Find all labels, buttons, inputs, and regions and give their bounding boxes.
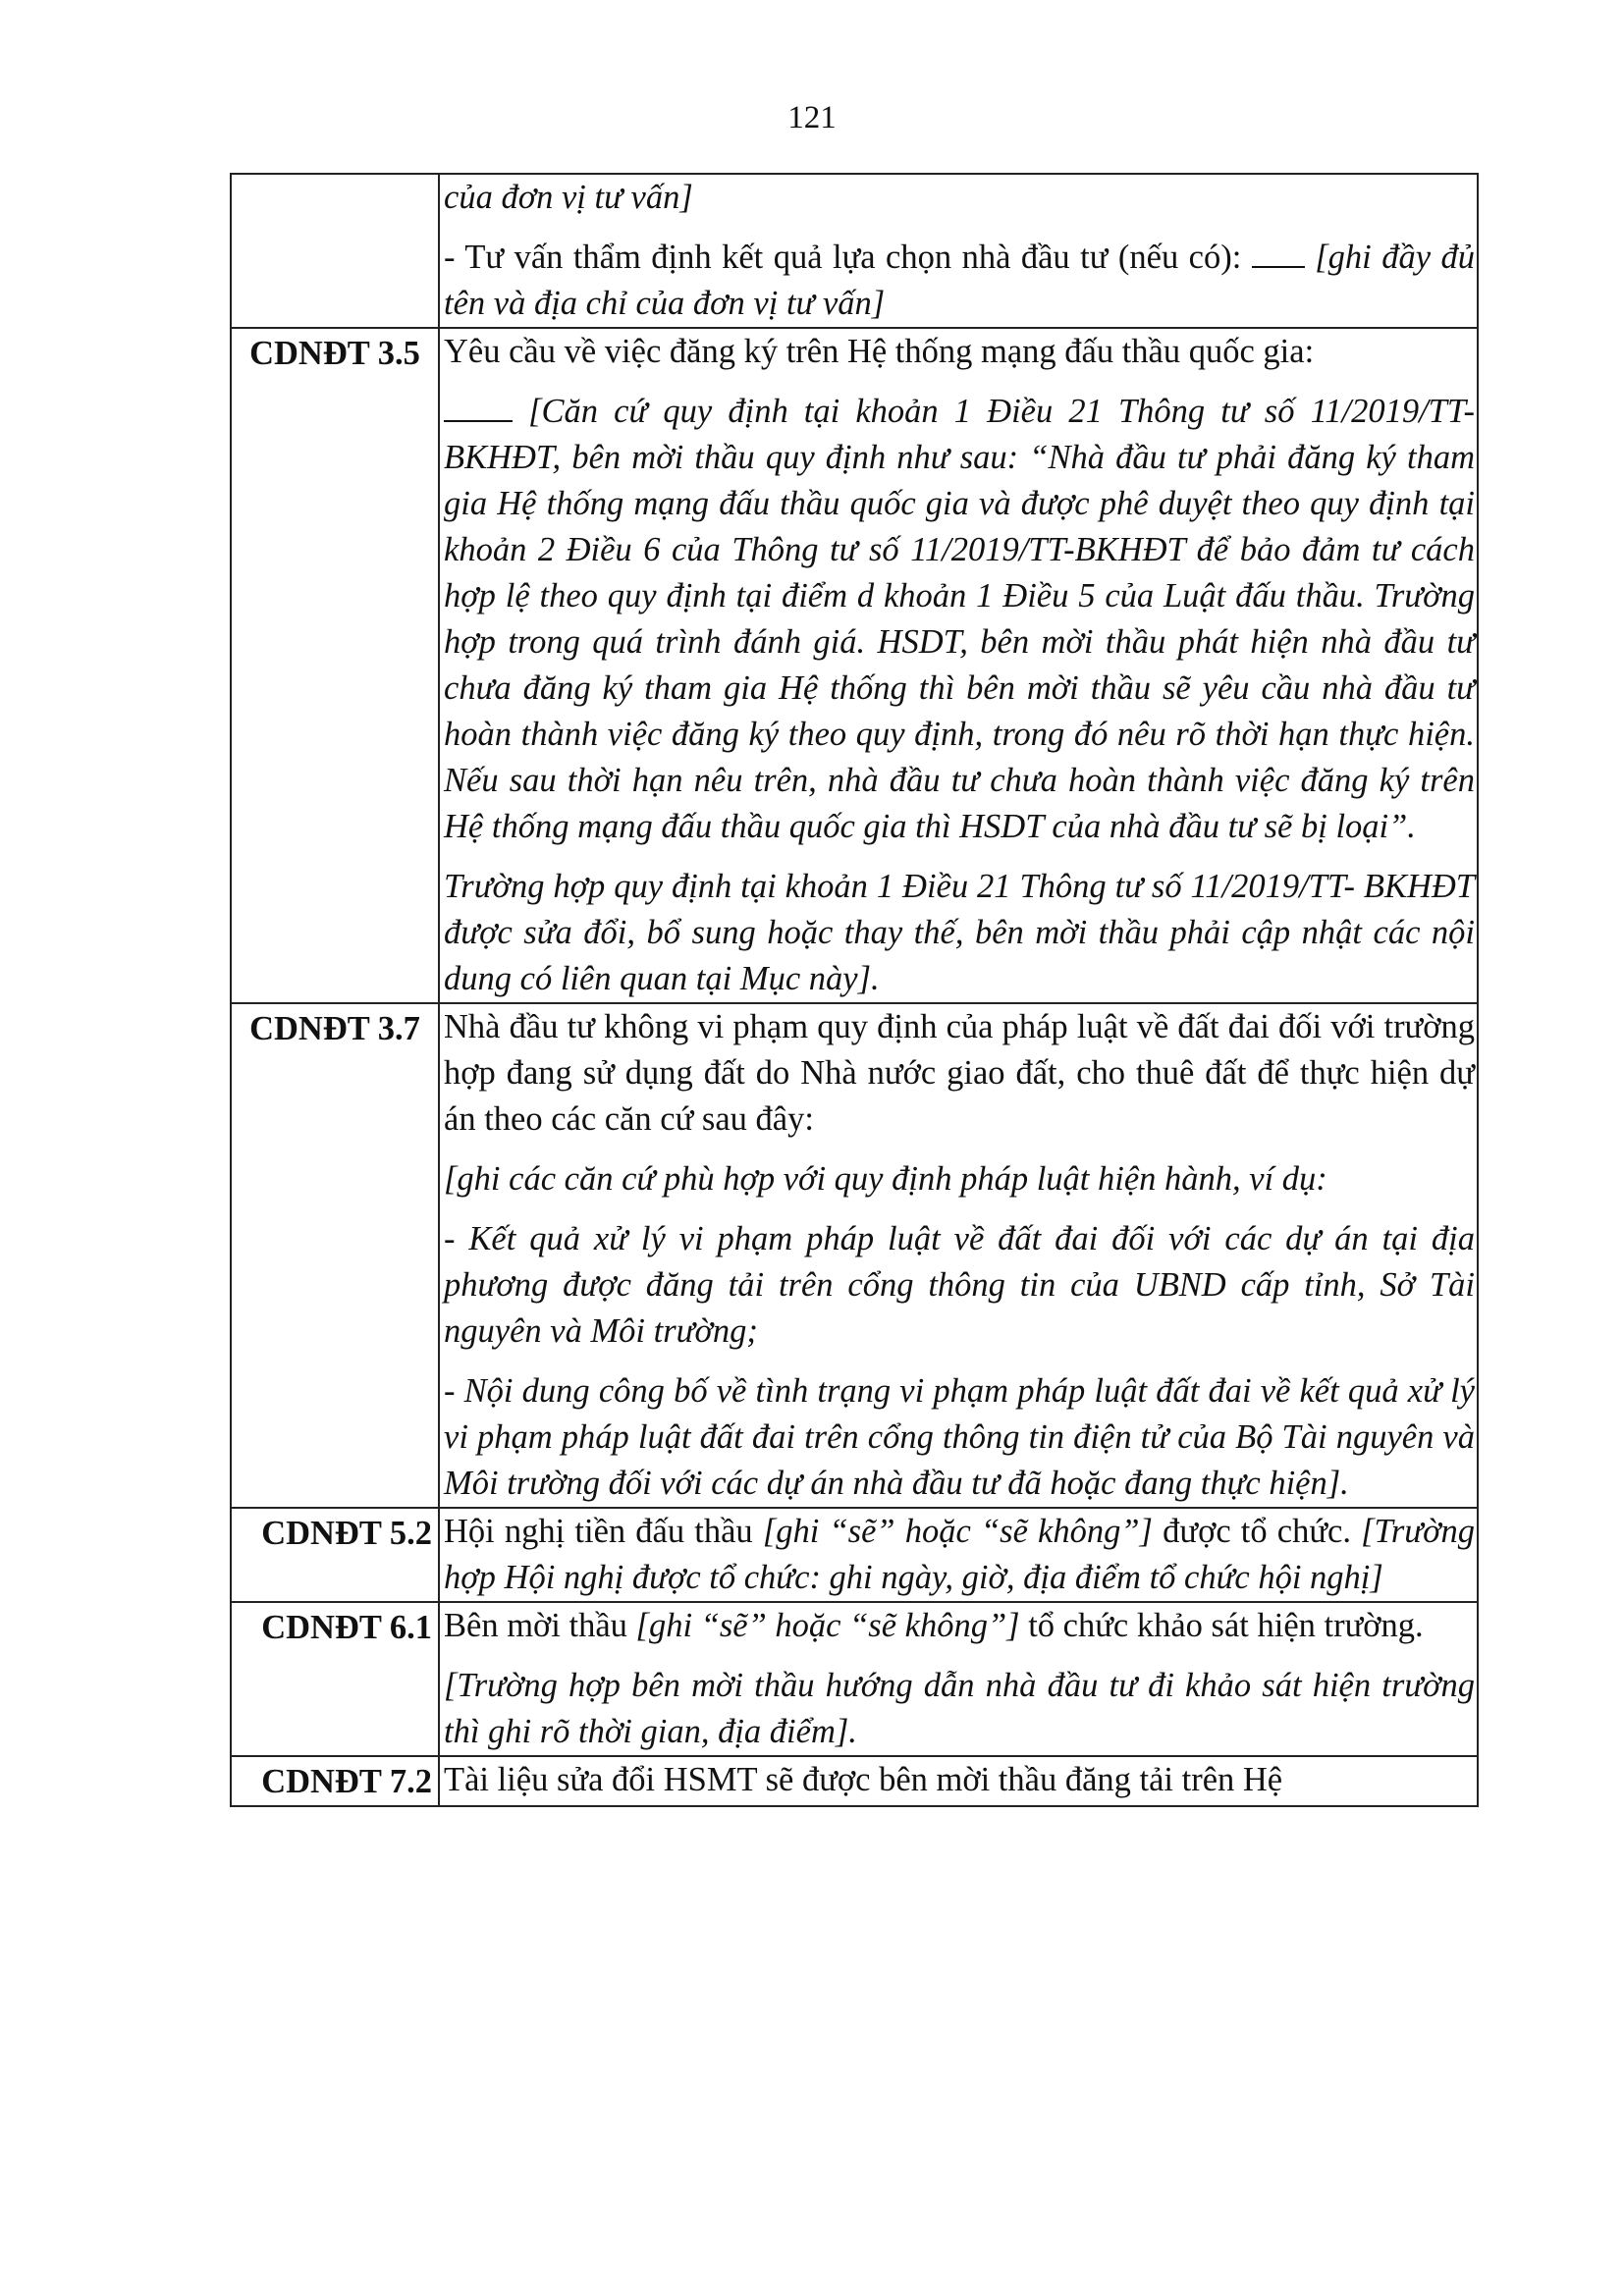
body-text: Bên mời thầu — [444, 1607, 636, 1644]
instruction-text: [Trường hợp Hội nghị được tổ chức: ghi ngày, giờ, địa điểm tổ chức hội nghị] — [444, 1513, 1475, 1596]
clause-content — [439, 1756, 1478, 1806]
instruction-text: [ghi các căn cứ phù hợp với quy định pháp luật hiện hành, ví dụ: — [444, 1160, 1327, 1198]
clause-label: CDNĐT 3.5 — [231, 328, 439, 1003]
clause-content — [439, 328, 1478, 1003]
clause-label: CDNĐT 5.2 — [231, 1508, 439, 1602]
paragraph — [444, 1004, 1475, 1143]
bid-data-sheet-table — [230, 173, 1479, 1807]
instruction-text: [Trường hợp bên mời thầu hướng dẫn nhà đầu tư đi khảo sát hiện trường thì ghi rõ thời gian, địa điểm]. — [444, 1667, 1475, 1750]
body-text: Tài liệu sửa đổi HSMT sẽ được bên mời thầu đăng tải trên Hệ — [444, 1761, 1283, 1798]
instruction-text: [ghi đầy đủ tên và địa chỉ của đơn vị tư vấn] — [444, 239, 1475, 322]
body-text: Nhà đầu tư không vi phạm quy định của pháp luật về đất đai đối với trường hợp đang sử dụng đất do Nhà nước giao đất, cho thuê đất để thực hiện dự án theo các căn cứ sau đây: — [444, 1008, 1475, 1138]
table-body — [231, 174, 1478, 1806]
clause-content — [439, 1508, 1478, 1602]
paragraph — [444, 1663, 1475, 1755]
paragraph — [444, 235, 1475, 327]
clause-label: CDNĐT 7.2 — [231, 1756, 439, 1806]
instruction-text: - Nội dung công bố về tình trạng vi phạm pháp luật đất đai về kết quả xử lý vi phạm pháp luật đất đai trên cổng thông tin điện tử của Bộ Tài nguyên và Môi trường đối với các dự án nhà đầu tư đã hoặc đang thực hiện]. — [444, 1372, 1475, 1502]
clause-content — [439, 1602, 1478, 1756]
paragraph — [444, 175, 1475, 221]
table-row — [231, 1756, 1478, 1806]
body-text: tổ chức khảo sát hiện trường. — [1019, 1607, 1424, 1644]
instruction-text: [Căn cứ quy định tại khoản 1 Điều 21 Thông tư số 11/2019/TT- BKHĐT, bên mời thầu quy định như sau: “Nhà đầu tư phải đăng ký tham gia Hệ thống mạng đấu thầu quốc gia và được phê duyệt theo quy định tại khoản 2 Điều 6 của Thông tư số 11/2019/TT-BKHĐT để bảo đảm tư cách hợp lệ theo quy định tại điểm d khoản 1 Điều 5 của Luật đấu thầu. Trường hợp trong quá trình đánh giá. HSDT, bên mời thầu phát hiện nhà đầu tư chưa đăng ký tham gia Hệ thống thì bên mời thầu sẽ yêu cầu nhà đầu tư hoàn thành việc đăng ký theo quy định, trong đó nêu rõ thời hạn thực hiện. Nếu sau thời hạn nêu trên, nhà đầu tư chưa hoàn thành việc đăng ký trên Hệ thống mạng đấu thầu quốc gia thì HSDT của nhà đầu tư sẽ bị loại”. — [444, 393, 1475, 845]
body-text: được tổ chức. — [1152, 1513, 1362, 1550]
instruction-text: - Kết quả xử lý vi phạm pháp luật về đất đai đối với các dự án tại địa phương được đăng tải trên cổng thông tin của UBND cấp tỉnh, Sở Tài nguyên và Môi trường; — [444, 1220, 1475, 1350]
clause-label: CDNĐT 6.1 — [231, 1602, 439, 1756]
body-text: - Tư vấn thẩm định kết quả lựa chọn nhà đầu tư (nếu có): — [444, 239, 1252, 276]
body-text: Hội nghị tiền đấu thầu — [444, 1513, 763, 1550]
table-row — [231, 174, 1478, 328]
paragraph — [444, 1603, 1475, 1649]
paragraph — [444, 1156, 1475, 1202]
body-text: Yêu cầu về việc đăng ký trên Hệ thống mạng đấu thầu quốc gia: — [444, 333, 1315, 370]
instruction-text: [ghi “sẽ” hoặc “sẽ không”] — [762, 1513, 1153, 1550]
clause-label: CDNĐT 3.7 — [231, 1003, 439, 1508]
clause-content — [439, 174, 1478, 328]
table-row — [231, 1602, 1478, 1756]
clause-content — [439, 1003, 1478, 1508]
clause-label — [231, 174, 439, 328]
paragraph — [444, 1757, 1475, 1803]
table-row — [231, 328, 1478, 1003]
instruction-text: của đơn vị tư vấn] — [444, 179, 693, 216]
paragraph — [444, 1509, 1475, 1601]
paragraph — [444, 864, 1475, 1002]
table-row — [231, 1508, 1478, 1602]
paragraph — [444, 1368, 1475, 1507]
paragraph — [444, 329, 1475, 375]
fill-in-blank — [444, 391, 513, 422]
instruction-text: Trường hợp quy định tại khoản 1 Điều 21 Thông tư số 11/2019/TT- BKHĐT được sửa đổi, bổ sung hoặc thay thế, bên mời thầu phải cập nhật các nội dung có liên quan tại Mục này]. — [444, 868, 1475, 997]
paragraph — [444, 1216, 1475, 1355]
instruction-text: [ghi “sẽ” hoặc “sẽ không”] — [635, 1607, 1020, 1644]
page-number: 121 — [787, 100, 837, 135]
table-row — [231, 1003, 1478, 1508]
paragraph — [444, 389, 1475, 850]
fill-in-blank — [1252, 237, 1305, 268]
